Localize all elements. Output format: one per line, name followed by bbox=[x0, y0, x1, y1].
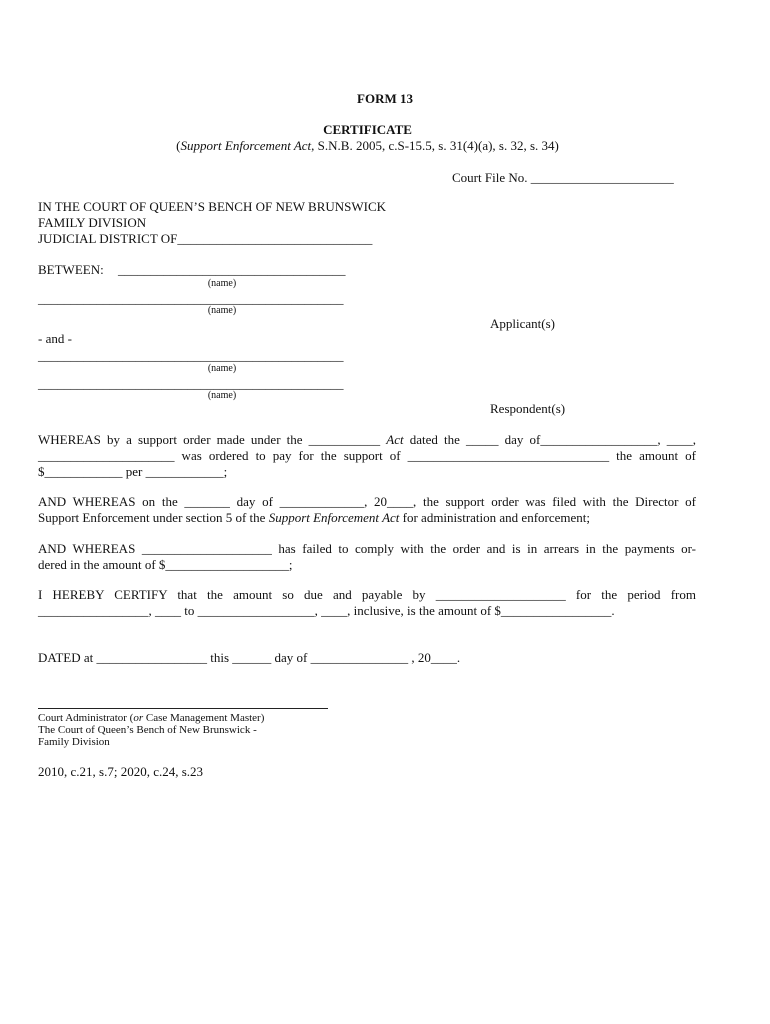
whereas-text: Support Enforcement under section 5 of the bbox=[38, 510, 269, 525]
name-caption: (name) bbox=[207, 305, 237, 316]
dated-line: DATED at _________________ this ______ day of _______________ , 20____. bbox=[38, 650, 461, 665]
name-caption: (name) bbox=[207, 363, 237, 374]
act-word: Act bbox=[386, 432, 404, 447]
role-or: or bbox=[133, 712, 144, 724]
applicant-name-line-2: _______________________________________________ bbox=[38, 291, 344, 306]
certify-line-2: _________________, ____ to __________________, ____, inclusive, is the amount of $_________________. bbox=[38, 603, 615, 618]
applicants-label: Applicant(s) bbox=[490, 316, 555, 331]
signatory-role bbox=[38, 712, 264, 724]
whereas-paragraph-1-line-3: $____________ per ____________; bbox=[38, 464, 228, 479]
amendment-history: 2010, c.21, s.7; 2020, c.24, s.23 bbox=[38, 764, 204, 779]
statute-open: ( bbox=[176, 138, 181, 153]
whereas-paragraph-1-line-2: _____________________ was ordered to pay for the support of _______________________________ the amount of bbox=[38, 448, 696, 463]
court-file-number: Court File No. ______________________ bbox=[452, 170, 674, 185]
statute-act-name: Support Enforcement Act bbox=[180, 138, 312, 153]
act-name: Support Enforcement Act bbox=[268, 510, 400, 525]
respondent-name-line-2: _______________________________________________ bbox=[38, 376, 344, 391]
signatory-division: Family Division bbox=[38, 736, 110, 748]
statute-reference bbox=[0, 138, 735, 154]
signature-line bbox=[38, 708, 328, 709]
court-name: IN THE COURT OF QUEEN’S BENCH OF NEW BRUNSWICK bbox=[38, 199, 387, 214]
whereas-paragraph-3-line-1: AND WHEREAS ____________________ has failed to comply with the order and is in arrears in the payments or- bbox=[38, 541, 696, 556]
whereas-paragraph-2-line-1: AND WHEREAS on the _______ day of _____________, 20____, the support order was filed with the Director of bbox=[38, 494, 696, 509]
respondent-name-line-1: _______________________________________________ bbox=[38, 348, 344, 363]
court-division: FAMILY DIVISION bbox=[38, 215, 147, 230]
whereas-text: dated the _____ day of__________________, ____, bbox=[403, 432, 696, 447]
respondents-label: Respondent(s) bbox=[490, 401, 566, 416]
role-text: Case Management Master) bbox=[143, 712, 265, 724]
whereas-text: for administration and enforcement; bbox=[399, 510, 590, 525]
certify-line-1: I HEREBY CERTIFY that the amount so due and payable by ____________________ for the period from bbox=[38, 587, 696, 602]
role-text: Court Administrator ( bbox=[38, 712, 134, 724]
signatory-court: The Court of Queen’s Bench of New Brunswick - bbox=[38, 724, 257, 736]
whereas-paragraph-3-line-2: dered in the amount of $___________________; bbox=[38, 557, 293, 572]
judicial-district: JUDICIAL DISTRICT OF______________________________ bbox=[38, 231, 373, 246]
between-label: BETWEEN: bbox=[38, 262, 104, 277]
and-separator: - and - bbox=[38, 331, 72, 346]
statute-citation: , S.N.B. 2005, c.S-15.5, s. 31(4)(a), s. 32, s. 34) bbox=[311, 138, 559, 153]
form-number: FORM 13 bbox=[357, 91, 413, 106]
name-caption: (name) bbox=[207, 278, 237, 289]
form-title: CERTIFICATE bbox=[323, 122, 412, 137]
applicant-name-line-1: ___________________________________ bbox=[118, 262, 346, 277]
name-caption: (name) bbox=[207, 390, 237, 401]
whereas-paragraph-2-line-2 bbox=[38, 510, 590, 526]
whereas-text: WHEREAS by a support order made under the ___________ bbox=[38, 432, 387, 447]
whereas-paragraph-1-line-1 bbox=[38, 432, 696, 448]
